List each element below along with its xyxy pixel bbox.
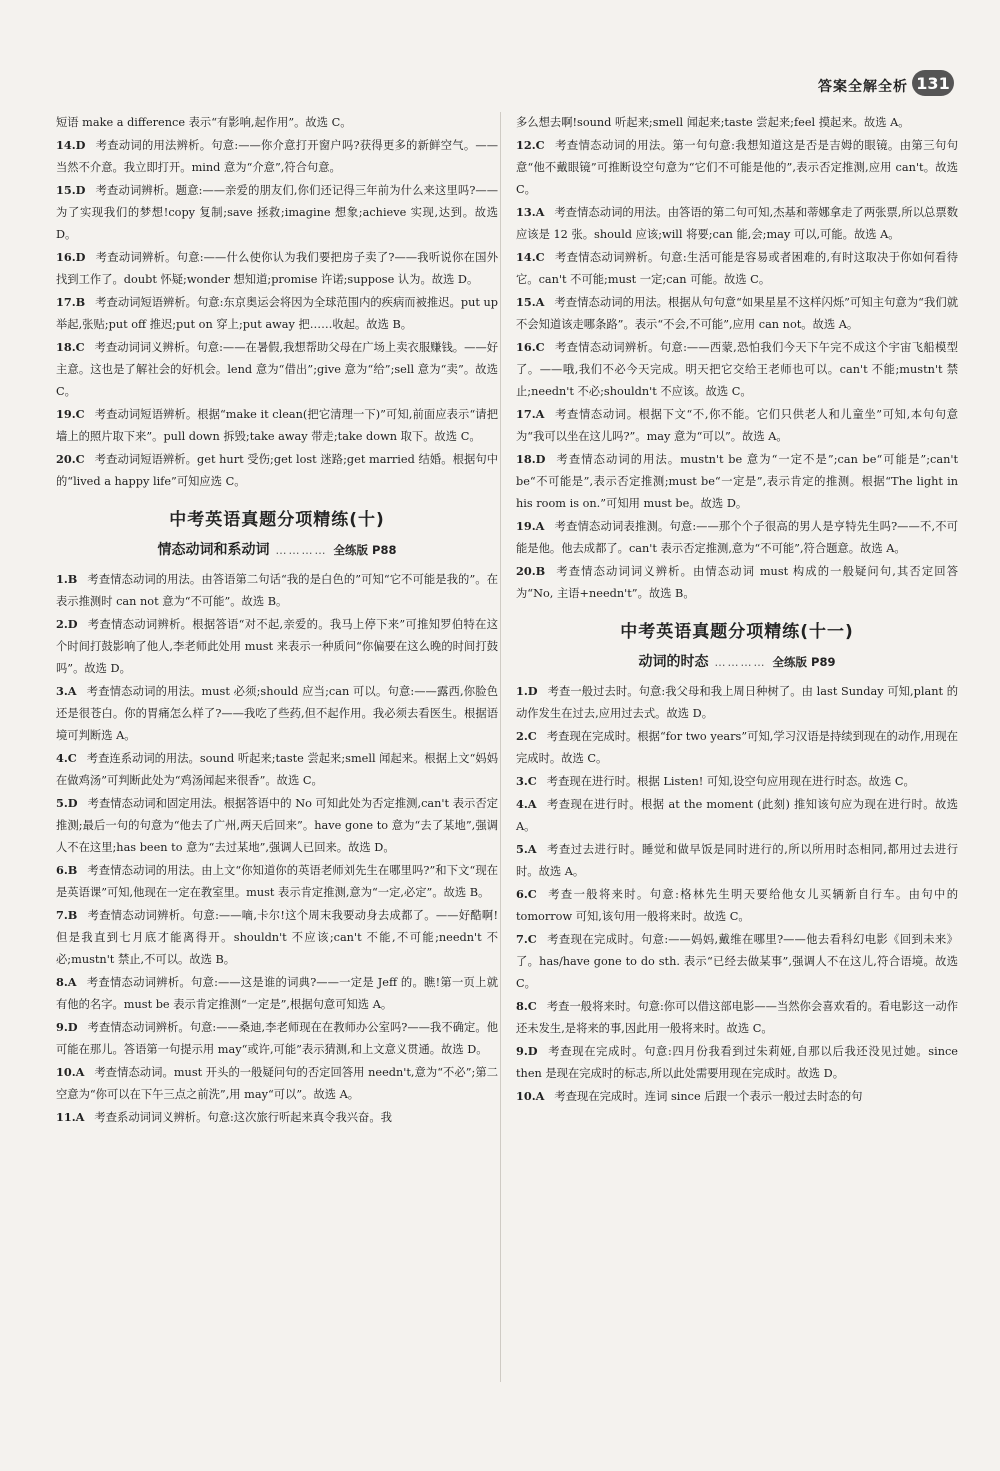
answer-entry [516, 201, 958, 246]
answer-entry [516, 928, 958, 995]
section-title: 中考英语真题分项精练(十) [169, 510, 385, 530]
answer-explanation: 考查情态动词。根据下文“不,你不能。它们只供老人和儿童坐”可知,本句句意为“我可以坐在这儿吗?”。may 意为“可以”。故选 A。 [516, 408, 958, 443]
answer-explanation: 考查连系动词的用法。sound 听起来;taste 尝起来;smell 闻起来。根据上文“妈妈在做鸡汤”可判断此处为“鸡汤闻起来很香”。故选 C。 [56, 752, 498, 787]
answer-explanation: 考查情态动词的用法。由上文“你知道你的英语老师刘先生在哪里吗?”和下文“现在是英语课”可知,他现在一定在教室里。must 表示肯定推测,意为“一定,必定”。故选 B。 [56, 864, 498, 899]
answer-number: 3.A [56, 684, 77, 698]
answer-entry [56, 904, 498, 971]
answer-entry [516, 515, 958, 560]
answer-explanation: 考查情态动词。must 开头的一般疑问句的否定回答用 needn't,意为“不必”;第二空意为“你可以在下午三点之前洗”,用 may“可以”。故选 A。 [56, 1066, 498, 1101]
answer-explanation: 考查情态动词的用法。根据从句句意“如果星星不这样闪烁”可知主句意为“我们就不会知道该走哪条路”。表示“不会,不可能”,应用 can not。故选 A。 [516, 296, 958, 331]
answer-number: 5.A [516, 842, 537, 856]
answer-explanation: 考查动词短语辨析。句意:东京奥运会将因为全球范围内的疾病而被推迟。put up 举起,张贴;put off 推迟;put on 穿上;put away 把……收起。故选 B。 [56, 296, 498, 331]
answer-number: 8.C [516, 999, 537, 1013]
answer-entry [516, 403, 958, 448]
answer-explanation: 考查动词的用法辨析。句意:——你介意打开窗户吗?获得更多的新鲜空气。——当然不介意。我立即打开。mind 意为“介意”,符合句意。 [56, 139, 498, 174]
answer-number: 9.D [56, 1020, 78, 1034]
header-title: 答案全解全析 [818, 79, 908, 95]
answer-list [56, 568, 498, 1129]
subsection-name: 动词的时态 [638, 654, 709, 670]
answer-entry [516, 291, 958, 336]
answer-entry [516, 112, 958, 134]
answer-number: 12.C [516, 138, 545, 152]
answer-explanation: 考查一般过去时。句意:我父母和我上周日种树了。由 last Sunday 可知,plant 的动作发生在过去,应用过去式。故选 D。 [516, 685, 958, 720]
page-reference: 全练版 P89 [772, 655, 836, 669]
answer-entry [516, 448, 958, 515]
answer-entry [516, 883, 958, 928]
answer-entry [56, 1106, 498, 1129]
answer-entry [56, 747, 498, 792]
answer-entry [516, 838, 958, 883]
answer-explanation: 考查情态动词的用法。由答语第二句话“我的是白色的”可知“它不可能是我的”。在表示推测时 can not 意为“不可能”。故选 B。 [56, 573, 498, 608]
answer-explanation: 考查情态动词和固定用法。根据答语中的 No 可知此处为否定推测,can't 表示否定推测;最后一句的句意为“他去了广州,两天后回来”。have gone to 意为“去了某地”,强调人不在这里;has been to 意为“去过某地”,强调人已回来。故选 D。 [56, 797, 498, 854]
answer-explanation: 考查情态动词辨析。句意:——嘀,卡尔!这个周末我要动身去成都了。——好酷啊!但是我直到七月底才能离得开。shouldn't 不应该;can't 不能,不可能;needn't 不必;mustn't 禁止,不可以。故选 B。 [56, 909, 498, 966]
answer-entry [516, 995, 958, 1040]
answer-entry [56, 291, 498, 336]
page-number: 131 [912, 70, 954, 96]
answer-number: 17.A [516, 407, 545, 421]
answer-number: 10.A [516, 1089, 545, 1103]
answer-entry [56, 680, 498, 747]
answer-entry [56, 403, 498, 448]
answer-number: 6.C [516, 887, 537, 901]
answer-explanation: 考查情态动词辨析。根据答语“对不起,亲爱的。我马上停下来”可推知罗伯特在这个时间打鼓影响了他人,李老师此处用 must 来表示一种质问“你偏要在这么晚的时间打鼓吗”。故选 D。 [56, 618, 498, 675]
answer-entry [516, 246, 958, 291]
answer-explanation: 考查情态动词词义辨析。由情态动词 must 构成的一般疑问句,其否定回答为“No, 主语+needn't”。故选 B。 [516, 565, 958, 600]
answer-number: 10.A [56, 1065, 85, 1079]
answer-number: 17.B [56, 295, 86, 309]
answer-entry [516, 680, 958, 725]
section-title: 中考英语真题分项精练(十一) [620, 622, 854, 642]
answer-explanation: 考查现在完成时。句意:——妈妈,戴维在哪里?——他去看科幻电影《回到未来》了。has/have gone to do sth. 表示“已经去做某事”,强调人不在这儿,符合语境。故选 C。 [516, 933, 958, 990]
answer-explanation: 考查情态动词辨析。句意:生活可能是容易或者困难的,有时这取决于你如何看待它。can't 不可能;must 一定;can 可能。故选 C。 [516, 251, 958, 286]
answer-number: 6.B [56, 863, 78, 877]
answer-entry [516, 1085, 958, 1108]
answer-entry [56, 971, 498, 1016]
answer-explanation: 考查情态动词的用法。mustn't be 意为“一定不是”;can be“可能是”;can't be“不可能是”,表示否定推测;must be“一定是”,表示肯定的推测。根据“The light in his room is on.”可知用 must be。故选 D。 [516, 453, 958, 510]
answer-number: 2.C [516, 729, 537, 743]
answer-number: 16.C [516, 340, 545, 354]
answer-entry [516, 770, 958, 793]
answer-explanation: 考查情态动词的用法。must 必须;should 应当;can 可以。句意:——露西,你脸色还是很苍白。你的胃痛怎么样了?——我吃了些药,但不起作用。我必须去看医生。根据语境可判断选 A。 [56, 685, 498, 742]
answer-number: 15.D [56, 183, 86, 197]
answer-explanation: 考查情态动词辨析。句意:——这是谁的词典?——一定是 Jeff 的。瞧!第一页上就有他的名字。must be 表示肯定推测“一定是”,根据句意可知选 A。 [56, 976, 498, 1011]
answer-entry [56, 246, 498, 291]
page-reference: 全练版 P88 [333, 543, 397, 557]
answer-list [516, 112, 958, 605]
answer-number: 19.A [516, 519, 545, 533]
answer-number: 7.B [56, 908, 78, 922]
answer-number: 1.B [56, 572, 78, 586]
answer-explanation: 考查系动词词义辨析。句意:这次旅行听起来真令我兴奋。我 [94, 1111, 392, 1124]
answer-explanation: 考查现在进行时。根据 at the moment (此刻) 推知该句应为现在进行时。故选 A。 [516, 798, 958, 833]
answer-entry [56, 1016, 498, 1061]
answer-explanation: 多么想去啊!sound 听起来;smell 闻起来;taste 尝起来;feel 摸起来。故选 A。 [516, 116, 910, 129]
answer-number: 15.A [516, 295, 545, 309]
answer-number: 19.C [56, 407, 85, 421]
column-divider [500, 112, 501, 1382]
answer-number: 1.D [516, 684, 538, 698]
answer-entry [516, 336, 958, 403]
subsection-heading [56, 539, 498, 562]
answer-entry [56, 112, 498, 134]
answer-number: 18.D [516, 452, 546, 466]
answer-entry [56, 448, 498, 493]
answer-number: 18.C [56, 340, 85, 354]
answer-entry [516, 134, 958, 201]
answer-number: 11.A [56, 1110, 85, 1124]
answer-explanation: 考查一般将来时。句意:格林先生明天要给他女儿买辆新自行车。由句中的 tomorrow 可知,该句用一般将来时。故选 C。 [516, 888, 958, 923]
subsection-name: 情态动词和系动词 [157, 542, 270, 558]
answer-number: 14.C [516, 250, 545, 264]
answer-explanation: 短语 make a difference 表示“有影响,起作用”。故选 C。 [56, 116, 352, 129]
answer-explanation: 考查过去进行时。睡觉和做早饭是同时进行的,所以所用时态相同,都用过去进行时。故选 A。 [516, 843, 958, 878]
answer-explanation: 考查现在完成时。连词 since 后跟一个表示一般过去时态的句 [554, 1090, 863, 1103]
answer-number: 20.B [516, 564, 546, 578]
answer-number: 20.C [56, 452, 85, 466]
answer-number: 14.D [56, 138, 86, 152]
left-column [56, 112, 498, 1129]
answer-entry [56, 1061, 498, 1106]
answer-explanation: 考查动词辨析。题意:——亲爱的朋友们,你们还记得三年前为什么来这里吗?——为了实现我们的梦想!copy 复制;save 拯救;imagine 想象;achieve 实现,达到。故选 D。 [56, 184, 498, 241]
answer-list [516, 680, 958, 1108]
answer-explanation: 考查情态动词辨析。句意:——桑迪,李老师现在在教师办公室吗?——我不确定。他可能在那儿。答语第一句提示用 may“或许,可能”表示猜测,和上文意义贯通。故选 D。 [56, 1021, 498, 1056]
answer-number: 4.C [56, 751, 77, 765]
answer-explanation: 考查情态动词的用法。第一句句意:我想知道这是否是吉姆的眼镜。由第三句句意“他不戴眼镜”可推断设空句意为“它们不可能是他的”,表示否定推测,应用 can't。故选 C。 [516, 139, 958, 196]
answer-explanation: 考查一般将来时。句意:你可以借这部电影——当然你会喜欢看的。看电影这一动作还未发生,是将来的事,因此用一般将来时。故选 C。 [516, 1000, 958, 1035]
leader-dots: ………… [275, 544, 328, 557]
answer-number: 8.A [56, 975, 77, 989]
answer-explanation: 考查现在完成时。句意:四月份我看到过朱莉娅,自那以后我还没见过她。since then 是现在完成时的标志,所以此处需要用现在完成时。故选 D。 [516, 1045, 958, 1080]
answer-explanation: 考查情态动词的用法。由答语的第二句可知,杰基和蒂娜拿走了两张票,所以总票数应该是 12 张。should 应该;will 将要;can 能,会;may 可以,可能。故选 A。 [516, 206, 958, 241]
answer-entry [56, 859, 498, 904]
answer-entry [516, 1040, 958, 1085]
answer-entry [516, 793, 958, 838]
answer-explanation: 考查动词短语辨析。根据“make it clean(把它清理一下)”可知,前面应表示“请把墙上的照片取下来”。pull down 拆毁;take away 带走;take down 取下。故选 C。 [56, 408, 498, 443]
answer-explanation: 考查情态动词表推测。句意:——那个个子很高的男人是亨特先生吗?——不,不可能是他。他去成都了。can't 表示否定推测,意为“不可能”,符合题意。故选 A。 [516, 520, 958, 555]
answer-explanation: 考查动词辨析。句意:——什么使你认为我们要把房子卖了?——我听说你在国外找到工作了。doubt 怀疑;wonder 想知道;promise 许诺;suppose 认为。故选 D。 [56, 251, 498, 286]
answer-entry [56, 179, 498, 246]
leader-dots: ………… [714, 656, 767, 669]
answer-number: 3.C [516, 774, 537, 788]
answer-number: 16.D [56, 250, 86, 264]
answer-explanation: 考查动词词义辨析。句意:——在暑假,我想帮助父母在广场上卖衣服赚钱。——好主意。这也是了解社会的好机会。lend 意为“借出”;give 意为“给”;sell 意为“卖”。故选 C。 [56, 341, 498, 398]
answer-entry [56, 134, 498, 179]
answer-number: 4.A [516, 797, 537, 811]
answer-list [56, 112, 498, 493]
answer-number: 13.A [516, 205, 545, 219]
answer-explanation: 考查动词短语辨析。get hurt 受伤;get lost 迷路;get married 结婚。根据句中的“lived a happy life”可知应选 C。 [56, 453, 498, 488]
answer-explanation: 考查现在完成时。根据“for two years”可知,学习汉语是持续到现在的动作,用现在完成时。故选 C。 [516, 730, 958, 765]
answer-number: 5.D [56, 796, 78, 810]
answer-explanation: 考查情态动词辨析。句意:——西蒙,恐怕我们今天下午完不成这个宇宙飞船模型了。——哦,我们不必今天完成。明天把它交给王老师也可以。can't 不能;mustn't 禁止;needn't 不必;shouldn't 不应该。故选 C。 [516, 341, 958, 398]
answer-entry [56, 792, 498, 859]
answer-number: 9.D [516, 1044, 538, 1058]
answer-entry [56, 613, 498, 680]
answer-number: 2.D [56, 617, 78, 631]
subsection-heading [516, 651, 958, 674]
answer-number: 7.C [516, 932, 537, 946]
answer-explanation: 考查现在进行时。根据 Listen! 可知,设空句应用现在进行时态。故选 C。 [546, 775, 915, 788]
answer-entry [56, 336, 498, 403]
answer-entry [56, 568, 498, 613]
answer-entry [516, 560, 958, 605]
right-column [516, 112, 958, 1108]
answer-entry [516, 725, 958, 770]
